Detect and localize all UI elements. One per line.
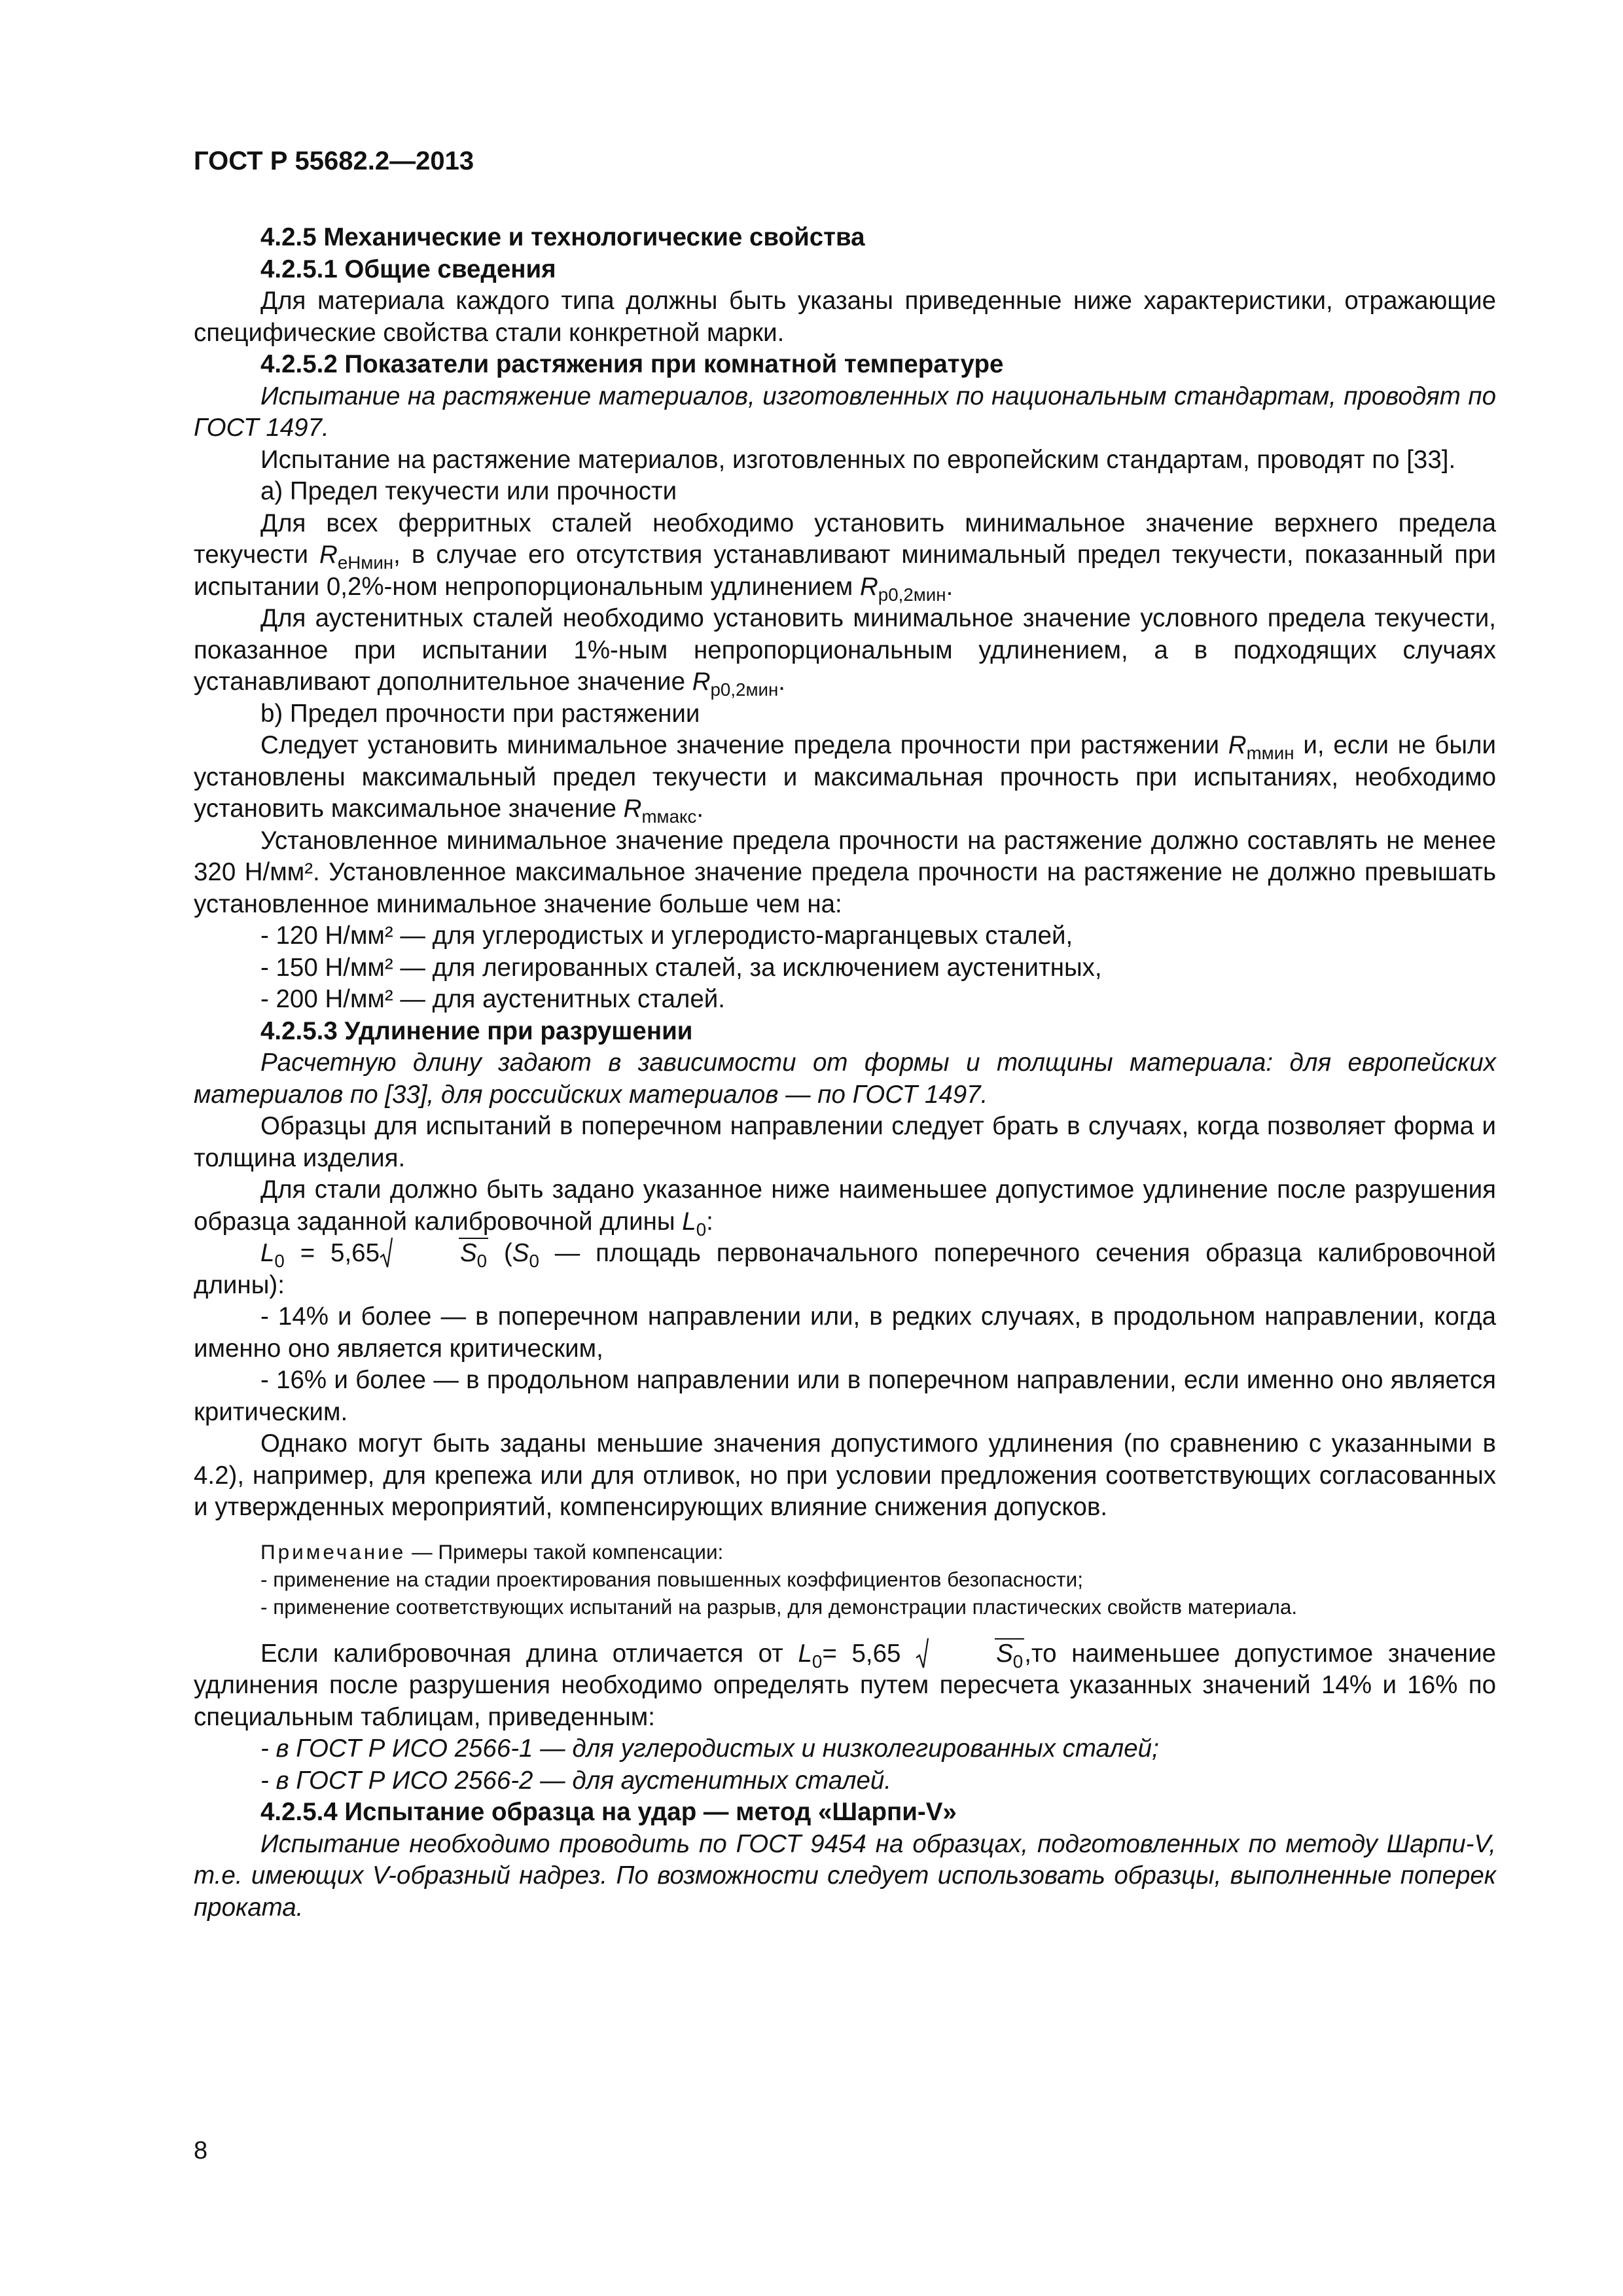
item-a-heading: а) Предел текучести или прочности: [260, 477, 677, 505]
paragraph-tensile-european: Испытание на растяжение материалов, изготовленных по европейским стандартам, проводят по [33].: [260, 445, 1456, 474]
list-item: - 14% и более — в поперечном направлении или, в редких случаях, в продольном направлении, когда именно оно является критическим,: [194, 1302, 1496, 1363]
list-item: - в ГОСТ Р ИСО 2566-2 — для аустенитных сталей.: [260, 1766, 891, 1795]
paragraph-min-elongation: Для стали должно быть задано указанное ниже наименьшее допустимое удлинение после разрушения образца заданной калибровочной длины $L_0$:: [194, 1175, 1496, 1240]
heading-4-2-5-1: 4.2.5.1 Общие сведения: [260, 255, 556, 283]
note: [194, 1538, 1496, 1621]
paragraph-conversion: Если калибровочная длина отличается от $L_0= 5,65$ $S_0,то$ наименьшее допустимое значение удлинения после разрушения необходимо определять путем пересчета указанных значений 14% и 16% по специальным таблицам, приведенным:: [194, 1639, 1496, 1731]
heading-4-2-5-4: 4.2.5.4 Испытание образца на удар — метод «Шарпи-V»: [260, 1798, 957, 1826]
square-root: $S_0$: [916, 1638, 1024, 1670]
standard-header: ГОСТ Р 55682.2—2013: [194, 147, 474, 175]
paragraph-lower-values: Однако могут быть заданы меньшие значения допустимого удлинения (по сравнению с указанными в 4.2), например, для крепежа или для отливок, но при условии предложения соответствующих согласованных и утвержденных мероприятий, компенсирующих влияние снижения допусков.: [194, 1429, 1496, 1521]
list-item: - в ГОСТ Р ИСО 2566-1 — для углеродистых и низколегированных сталей;: [260, 1734, 1159, 1763]
paragraph-transverse-samples: Образцы для испытаний в поперечном направлении следует брать в случаях, когда позволяет форма и толщина изделия.: [194, 1112, 1496, 1172]
note-label: Примечание: [260, 1539, 406, 1564]
paragraph-general: Для материала каждого типа должны быть указаны приведенные ниже характеристики, отражающие специфические свойства стали конкретной марки.: [194, 287, 1496, 347]
list-item: - 200 Н/мм² — для аустенитных сталей.: [260, 985, 725, 1013]
page-number: 8: [194, 2137, 208, 2164]
paragraph-tensile-strength: Следует установить минимальное значение предела прочности при растяжении $R_{mмин}$ и, если не были установлены максимальный предел текучести и максимальная прочность при испытаниях, необходимо установить максимальное значение $R_{mмакс}$.: [194, 731, 1496, 827]
list-item: - 16% и более — в продольном направлении или в поперечном направлении, если именно оно является критическим.: [194, 1366, 1496, 1426]
formula-gauge-length: $L_0 = 5,65$ $S_0$ ($S_0$ — площадь первоначального поперечного сечения образца калибровочной длины):: [194, 1239, 1496, 1299]
paragraph-austenitic: Для аустенитных сталей необходимо установить минимальное значение условного предела текучести, показанное при испытании 1%-ным непропорциональным удлинением, а в подходящих случаях устанавливают дополнительное значение $R_{p0,2мин}$.: [194, 604, 1496, 700]
note-item: - применение на стадии проектирования повышенных коэффициентов безопасности;: [260, 1567, 1083, 1591]
heading-4-2-5: 4.2.5 Механические и технологические свойства: [260, 223, 865, 251]
heading-4-2-5-3: 4.2.5.3 Удлинение при разрушении: [260, 1016, 693, 1045]
square-root: $S_0$: [380, 1238, 488, 1270]
note-item: - применение соответствующих испытаний на разрыв, для демонстрации пластических свойств материала.: [260, 1594, 1298, 1619]
note-title: Примечание — Примеры такой компенсации:: [260, 1539, 724, 1564]
paragraph-charpy: Испытание необходимо проводить по ГОСТ 9454 на образцах, подготовленных по методу Шарпи-V, т.е. имеющих V-образный надрез. По возможности следует использовать образцы, выполненные поперек проката.: [194, 1829, 1496, 1922]
list-item: - 120 Н/мм² — для углеродистых и углеродисто-марганцевых сталей,: [260, 922, 1073, 950]
paragraph-tensile-national: Испытание на растяжение материалов, изготовленных по национальным стандартам, проводят по ГОСТ 1497.: [194, 382, 1496, 442]
page-content: [194, 222, 1496, 1924]
paragraph-ferritic: Для всех ферритных сталей необходимо установить минимальное значение верхнего предела текучести $R_{eHмин}$, в случае его отсутствия устанавливают минимальный предел текучести, показанный при испытании 0,2%-ном непропорциональным удлинением $R_{p0,2мин}$.: [194, 509, 1496, 605]
item-b-heading: b) Предел прочности при растяжении: [260, 699, 700, 728]
list-item: - 150 Н/мм² — для легированных сталей, за исключением аустенитных,: [260, 953, 1102, 982]
paragraph-gauge-length: Расчетную длину задают в зависимости от формы и толщины материала: для европейских материалов по [33], для российских материалов — по ГОСТ 1497.: [194, 1049, 1496, 1109]
paragraph-strength-limits: Установленное минимальное значение предела прочности на растяжение должно составлять не менее 320 Н/мм². Установленное максимальное значение предела прочности на растяжение не должно превышать установленное минимальное значение больше чем на:: [194, 826, 1496, 918]
heading-4-2-5-2: 4.2.5.2 Показатели растяжения при комнатной температуре: [260, 350, 1004, 378]
